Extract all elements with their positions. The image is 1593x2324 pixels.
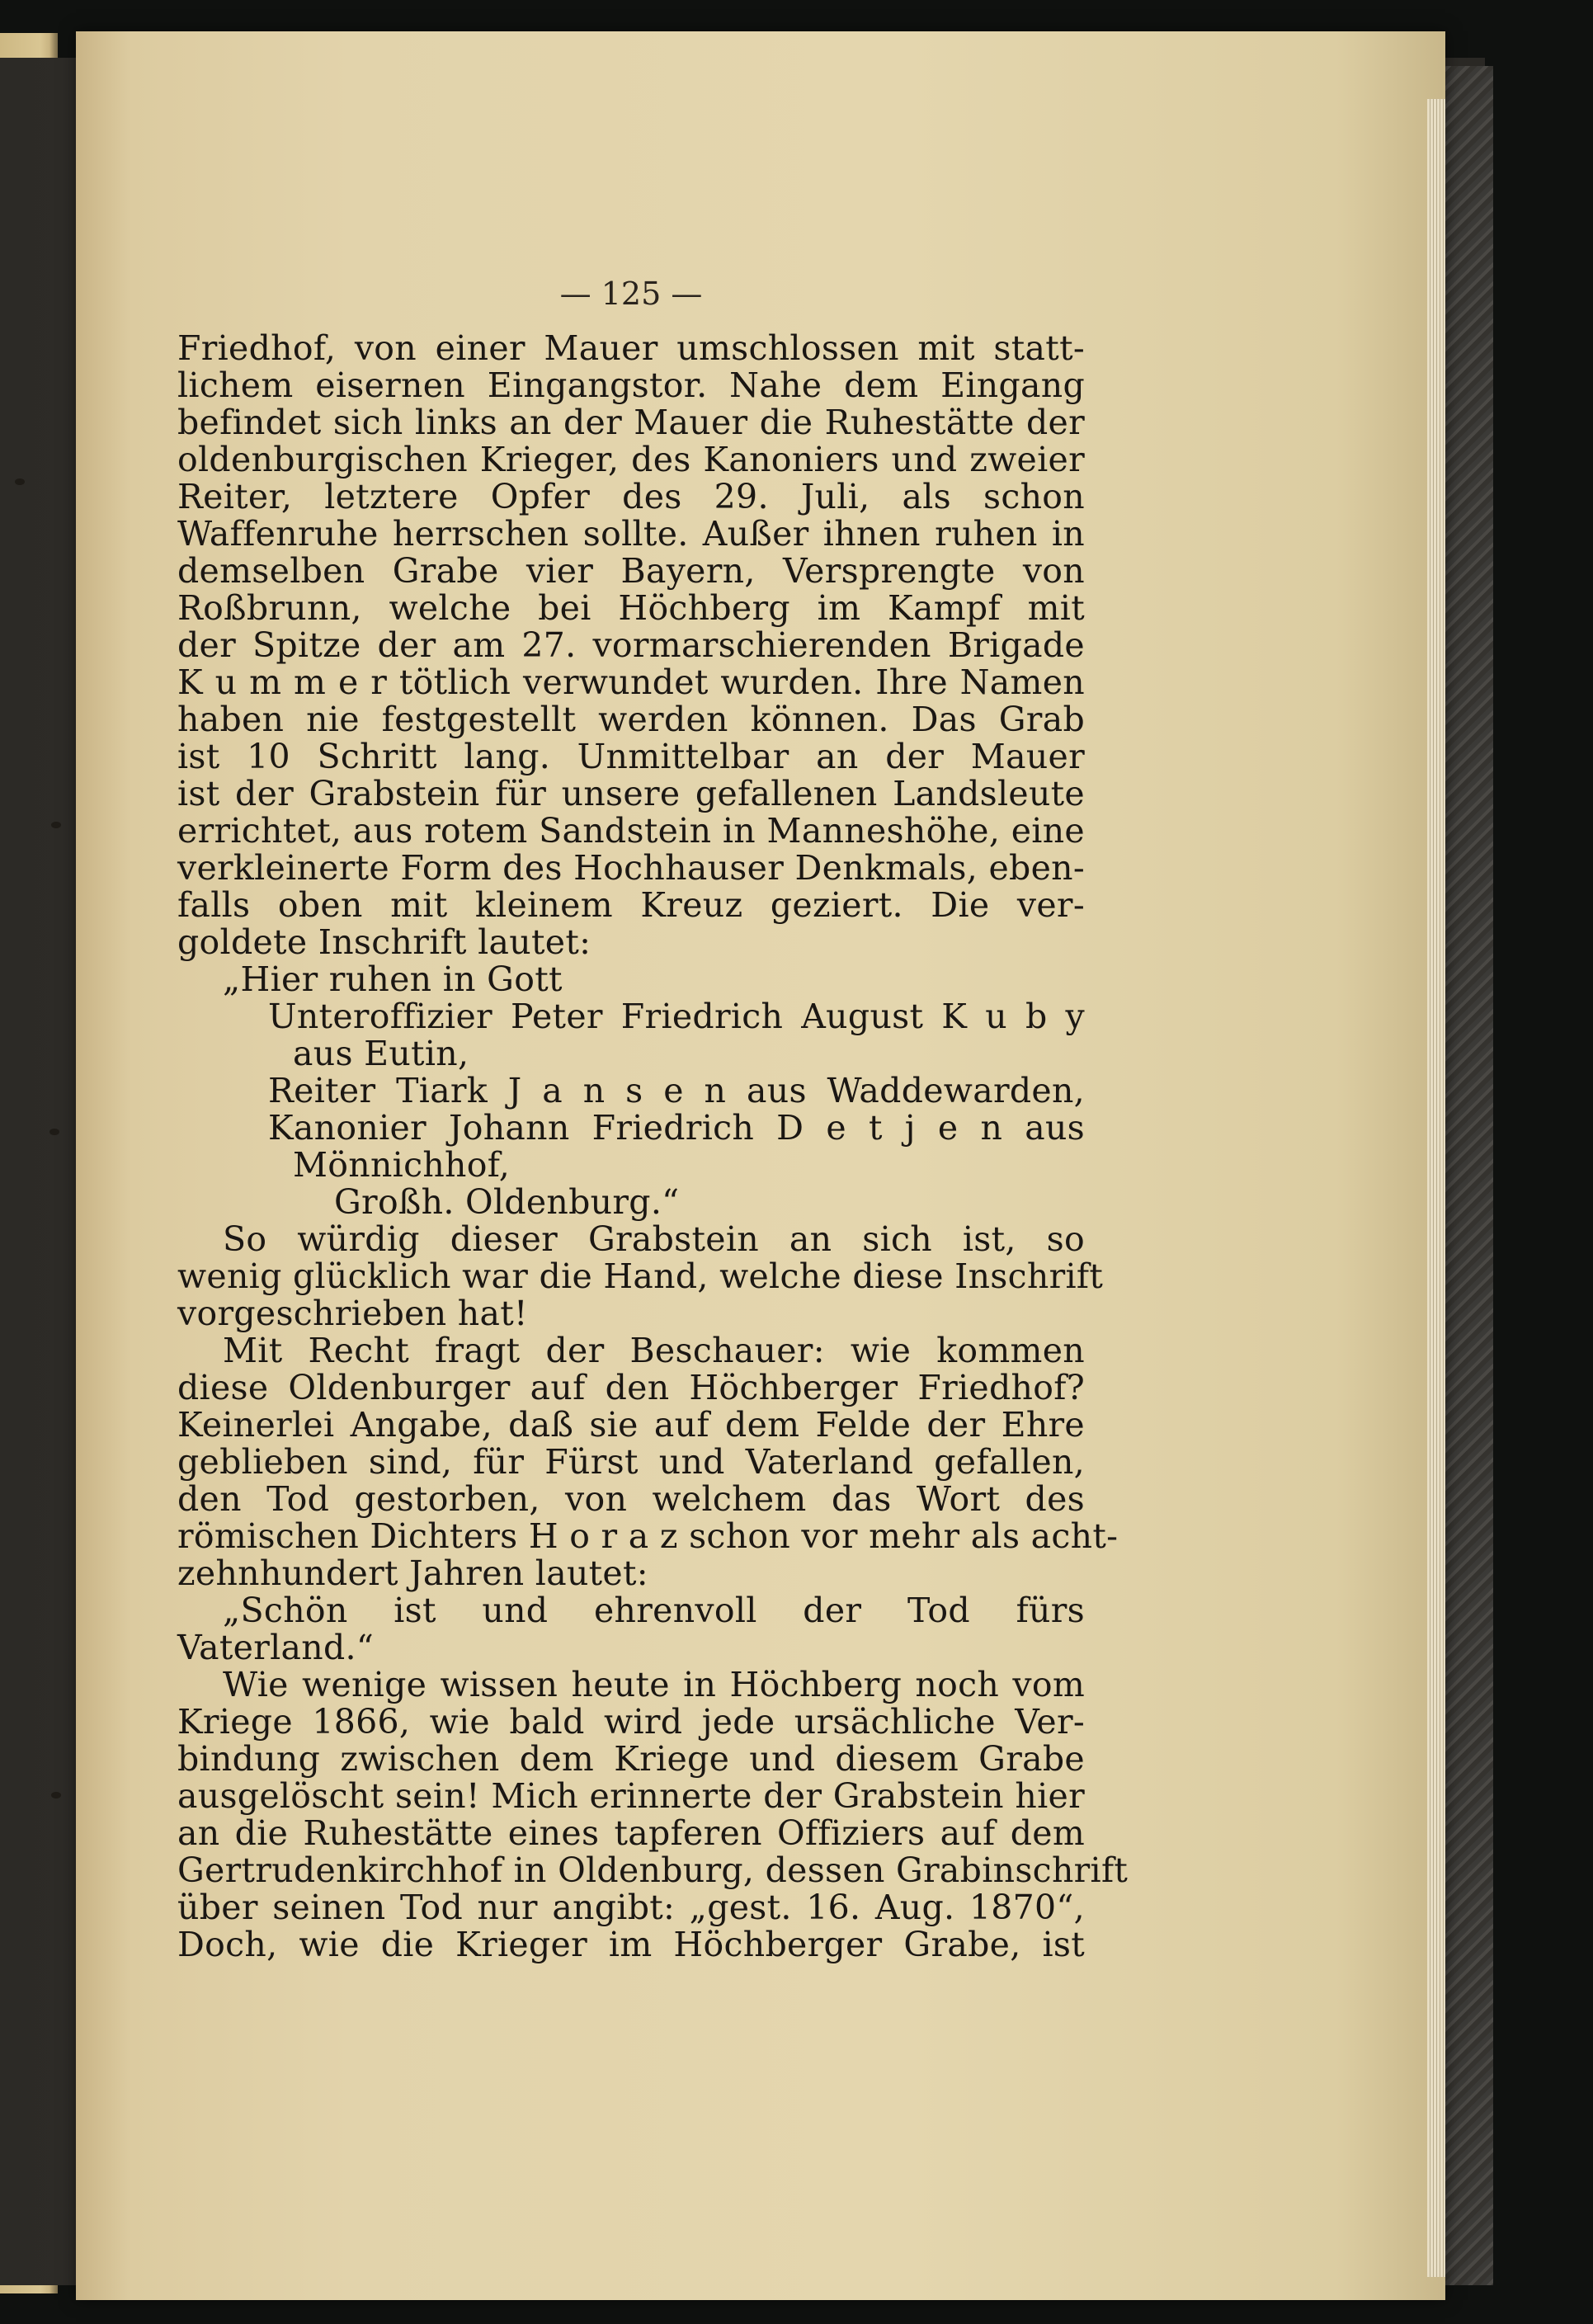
text-line: ausgelöscht sein! Mich erinnerte der Grabstein hier <box>177 1776 1085 1816</box>
margin-mark <box>51 822 61 828</box>
text-line: Roßbrunn, welche bei Höchberg im Kampf mit <box>177 588 1085 628</box>
text-line: der Spitze der am 27. vormarschierenden Brigade <box>177 625 1085 665</box>
page-stack-edge <box>1427 99 1445 2277</box>
margin-mark <box>51 1792 61 1798</box>
text-line: römischen Dichters H o r a z schon vor mehr als acht- <box>177 1516 1119 1556</box>
text-line: Unteroffizier Peter Friedrich August K u b y <box>268 997 1085 1036</box>
text-line: diese Oldenburger auf den Höchberger Friedhof? <box>177 1368 1085 1407</box>
text-line: lichem eisernen Eingangstor. Nahe dem Eingang <box>177 365 1085 405</box>
text-line: zehnhundert Jahren lautet: <box>177 1553 648 1593</box>
text-line: den Tod gestorben, von welchem das Wort des <box>177 1479 1085 1519</box>
text-line: wenig glücklich war die Hand, welche diese Inschrift <box>177 1256 1104 1296</box>
text-line: über seinen Tod nur angibt: „gest. 16. Aug. 1870“, <box>177 1888 1085 1927</box>
text-line: Doch, wie die Krieger im Höchberger Grabe, ist <box>177 1925 1085 1964</box>
body-text <box>177 328 1129 1964</box>
text-line: befindet sich links an der Mauer die Ruhestätte der <box>177 403 1085 442</box>
text-line: demselben Grabe vier Bayern, Versprengte von <box>177 551 1085 591</box>
text-line: bindung zwischen dem Kriege und diesem Grabe <box>177 1739 1085 1779</box>
text-line: Großh. Oldenburg.“ <box>334 1182 680 1222</box>
text-line: Gertrudenkirchhof in Oldenburg, dessen Grabinschrift <box>177 1850 1129 1890</box>
text-line: verkleinerte Form des Hochhauser Denkmals, eben- <box>177 848 1085 888</box>
text-line: Vaterland.“ <box>177 1628 375 1667</box>
margin-mark <box>49 1129 59 1135</box>
text-line: Wie wenige wissen heute in Höchberg noch vom <box>223 1665 1085 1704</box>
text-line: Keinerlei Angabe, daß sie auf dem Felde der Ehre <box>177 1405 1085 1445</box>
text-line: „Schön ist und ehrenvoll der Tod fürs <box>223 1591 1085 1630</box>
text-line: ist der Grabstein für unsere gefallenen Landsleute <box>177 774 1085 813</box>
text-line: Friedhof, von einer Mauer umschlossen mit statt- <box>177 328 1085 368</box>
text-line: Mit Recht fragt der Beschauer: wie kommen <box>223 1331 1085 1370</box>
text-line: ist 10 Schritt lang. Unmittelbar an der Mauer <box>177 737 1085 776</box>
text-line: Reiter, letztere Opfer des 29. Juli, als schon <box>177 477 1085 516</box>
text-line: geblieben sind, für Fürst und Vaterland gefallen, <box>177 1442 1085 1482</box>
text-line: haben nie festgestellt werden können. Das Grab <box>177 700 1085 739</box>
text-line: falls oben mit kleinem Kreuz geziert. Die ver- <box>177 885 1085 925</box>
text-line: Kriege 1866, wie bald wird jede ursächliche Ver- <box>177 1702 1085 1742</box>
text-line: Reiter Tiark J a n s e n aus Waddewarden, <box>268 1071 1085 1110</box>
text-line: Kanonier Johann Friedrich D e t j e n aus <box>268 1108 1085 1148</box>
text-line: K u m m e r tötlich verwundet wurden. Ihre Namen <box>177 662 1085 702</box>
text-line: „Hier ruhen in Gott <box>223 959 563 999</box>
text-line: aus Eutin, <box>293 1034 469 1073</box>
margin-mark <box>15 478 25 485</box>
text-line: So würdig dieser Grabstein an sich ist, so <box>223 1219 1085 1259</box>
page-number-header: — 125 — <box>559 276 703 312</box>
text-line: goldete Inschrift lautet: <box>177 922 591 962</box>
text-line: Mönnichhof, <box>293 1145 511 1185</box>
text-line: Waffenruhe herrschen sollte. Außer ihnen ruhen in <box>177 514 1085 554</box>
text-line: an die Ruhestätte eines tapferen Offiziers auf dem <box>177 1813 1085 1853</box>
text-line: errichtet, aus rotem Sandstein in Manneshöhe, eine <box>177 811 1085 851</box>
text-line: oldenburgischen Krieger, des Kanoniers und zweier <box>177 440 1085 479</box>
text-line: vorgeschrieben hat! <box>177 1294 528 1333</box>
